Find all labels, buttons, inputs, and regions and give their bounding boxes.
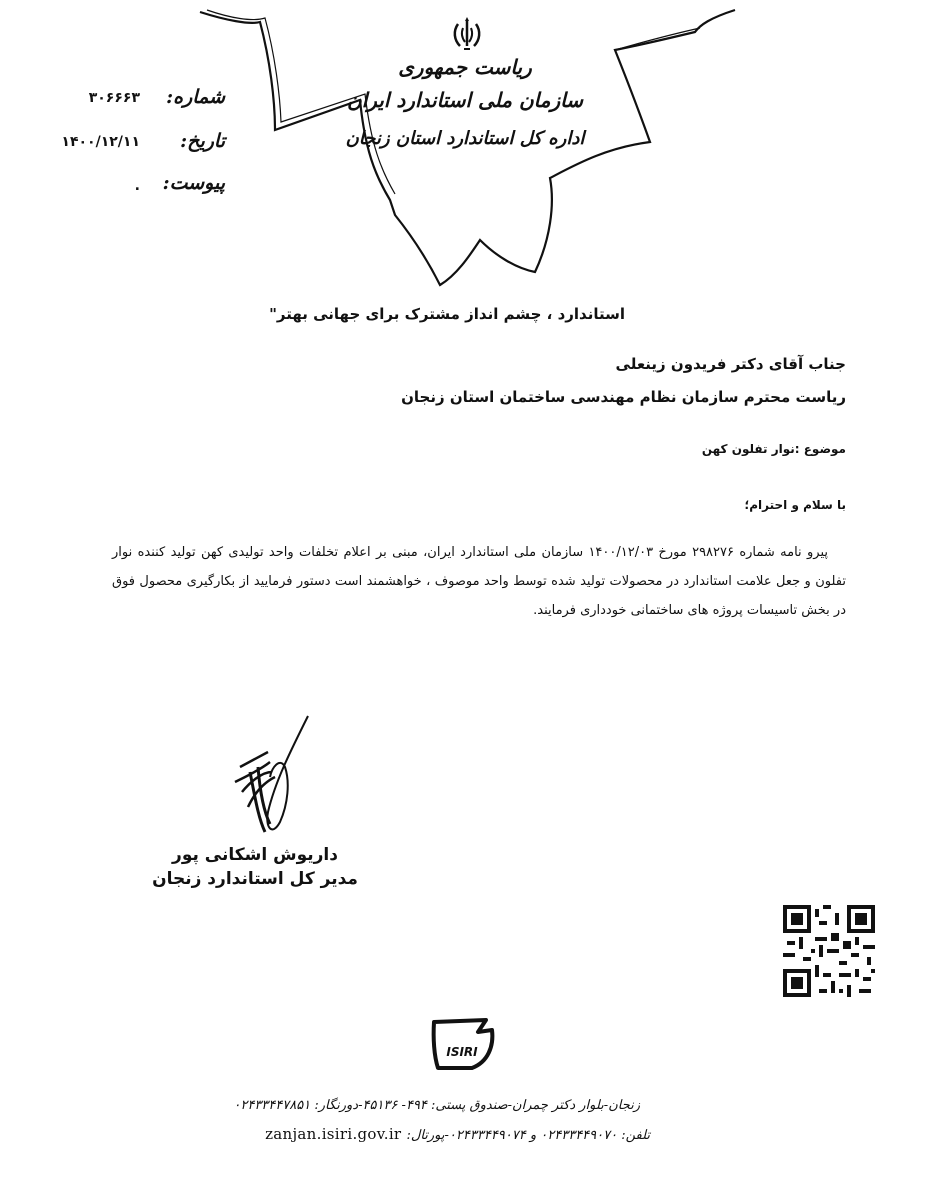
recipient-title: ریاست محترم سازمان نظام مهندسی ساختمان استان زنجان: [401, 388, 846, 406]
emblem-line-3: اداره کل استاندارد استان زنجان: [345, 128, 585, 149]
date-value: ۱۴۰۰/۱۲/۱۱: [61, 134, 140, 150]
date-label: تاریخ:: [180, 130, 225, 152]
greeting: با سلام و احترام؛: [744, 498, 846, 512]
number-label: شماره:: [166, 86, 225, 108]
footer-portal-link[interactable]: zanjan.isiri.gov.ir: [265, 1125, 402, 1143]
slogan: استاندارد ، چشم انداز مشترک برای جهانی بهتر": [269, 305, 625, 323]
qr-code-icon: [783, 905, 875, 997]
header-emblem: [195, 0, 740, 300]
number-value: ۳۰۶۶۶۳: [88, 90, 140, 106]
recipient-name: جناب آقای دکتر فریدون زینعلی: [615, 355, 846, 373]
attachment-label: پیوست:: [162, 172, 225, 194]
body-paragraph: پیرو نامه شماره ۲۹۸۲۷۶ مورخ ۱۴۰۰/۱۲/۰۳ سازمان ملی استاندارد ایران، مبنی بر اعلام تخلفات واحد تولیدی کهن تولید کننده نوار تفلون و جعل علامت استاندارد در محصولات تولید شده توسط واحد موصوف ، خواهشمند است دستور فرمایید از بکارگیری محصول فوق در بخش تاسیسات پروژه های ساختمانی خودداری فرمایند.: [112, 545, 846, 618]
signature-icon: [220, 712, 320, 852]
footer-address: زنجان-بلوار دکتر چمران-صندوق پستی: ۴۹۴- ۴۵۱۳۶-دورنگار: ۰۲۴۳۳۴۴۷۸۵۱: [233, 1098, 640, 1113]
isiri-logo-icon: [428, 1016, 498, 1072]
emblem-line-1: ریاست جمهوری: [398, 55, 532, 79]
iran-emblem-icon: [450, 16, 484, 54]
logo-text: ISIRI: [446, 1045, 478, 1059]
footer-contact: [150, 1124, 650, 1143]
signatory-title: مدیر کل استاندارد زنجان: [152, 869, 358, 889]
footer-phone: تلفن: ۰۲۴۳۳۴۴۹۰۷۰ و ۰۲۴۳۳۴۴۹۰۷۴-پورتال:: [406, 1128, 650, 1143]
signatory-name: داریوش اشکانی پور: [172, 845, 338, 865]
subject: موضوع :نوار تفلون کهن: [701, 442, 846, 456]
attachment-value: .: [134, 178, 140, 194]
emblem-line-2: سازمان ملی استاندارد ایران: [347, 88, 583, 112]
